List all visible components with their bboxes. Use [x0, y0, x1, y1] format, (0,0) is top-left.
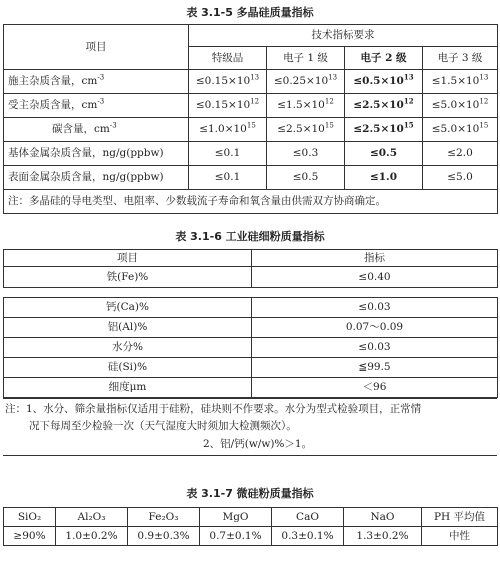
row-value: ≤0.03 — [252, 338, 498, 358]
table-row — [4, 358, 498, 378]
cell: $\le 1.0\times 10^{15}$ — [189, 118, 267, 142]
table1-header-item: 项目 — [4, 25, 189, 70]
table-row — [4, 378, 498, 398]
header-cell: CaO — [272, 508, 344, 527]
grade-e3: 电子 3 级 — [423, 47, 498, 70]
table2-header-item: 项目 — [4, 250, 252, 267]
row-value: 0.07～0.09 — [252, 318, 498, 338]
grade-e2: 电子 2 级 — [345, 47, 423, 70]
cell: $\le 1.5\times 10^{13}$ — [423, 70, 498, 94]
row-item: 细度μm — [4, 378, 252, 398]
header-cell: Fe₂O₃ — [128, 508, 200, 527]
cell: ≤0.5 — [267, 166, 345, 190]
row-item: 铁(Fe)% — [4, 267, 252, 288]
cell: $\le 2.5\times 10^{15}$ — [345, 118, 423, 142]
table-row — [4, 318, 498, 338]
value-cell: ≥90% — [4, 527, 56, 546]
row-label: 碳含量，$cm^{-3}$ — [4, 118, 189, 142]
note-line: 注：1、水分、筛余量指标仅适用于硅粉，硅块则不作要求。水分为型式检验项目，正常情 — [5, 403, 422, 415]
cell: ≤0.1 — [189, 166, 267, 190]
silicon-powder-table-top — [3, 249, 498, 288]
cell: ≤2.0 — [423, 142, 498, 166]
cell: ≤0.3 — [267, 142, 345, 166]
table-row — [4, 166, 498, 190]
row-label: 表面金属杂质含量，ng/g(ppbw) — [4, 166, 189, 190]
cell: $\le 0.15\times 10^{12}$ — [189, 94, 267, 118]
cell: $\le 5.0\times 10^{15}$ — [423, 118, 498, 142]
header-cell: SiO₂ — [4, 508, 56, 527]
header-cell: MgO — [200, 508, 272, 527]
row-item: 水分% — [4, 338, 252, 358]
table3-caption: 表 3.1-7 微硅粉质量指标 — [186, 487, 314, 500]
row-item: 铝(Al)% — [4, 318, 252, 338]
cell: ≤0.1 — [189, 142, 267, 166]
row-label: 施主杂质含量，$cm^{-3}$ — [4, 70, 189, 94]
table-row — [4, 298, 498, 318]
row-item: 钙(Ca)% — [4, 298, 252, 318]
table-row — [4, 70, 498, 94]
note-line: 况下每周至少检验一次（天气湿度大时须加大检测频次）。 — [29, 420, 297, 432]
cell: $\le 2.5\times 10^{12}$ — [345, 94, 423, 118]
row-label: 受主杂质含量，$cm^{-3}$ — [4, 94, 189, 118]
table-row — [4, 142, 498, 166]
row-label: 基体金属杂质含量，ng/g(ppbw) — [4, 142, 189, 166]
value-cell: 0.3±0.1% — [272, 527, 344, 546]
header-cell: PH 平均值 — [422, 508, 498, 527]
row-value: ≤0.40 — [252, 267, 498, 288]
microsilica-quality-table — [3, 507, 498, 546]
table-row — [4, 527, 498, 546]
table1-header-group: 技术指标要求 — [189, 25, 498, 47]
table2-header-value: 指标 — [252, 250, 498, 267]
table-row — [4, 267, 498, 288]
table-row — [4, 338, 498, 358]
grade-e1: 电子 1 级 — [267, 47, 345, 70]
table-row — [4, 94, 498, 118]
table2-caption: 表 3.1-6 工业硅细粉质量指标 — [175, 230, 325, 243]
table1-note: 注：多晶硅的导电类型、电阻率、少数载流子寿命和氧含量由供需双方协商确定。 — [4, 190, 498, 214]
note-line: 2、铝/钙(w/w)%＞1。 — [203, 438, 313, 450]
table1-caption: 表 3.1-5 多晶硅质量指标 — [186, 6, 314, 19]
table-row — [4, 118, 498, 142]
silicon-powder-table-bottom — [3, 297, 498, 398]
grade-special: 特级品 — [189, 47, 267, 70]
row-value: ≤0.03 — [252, 298, 498, 318]
cell: ≤1.0 — [345, 166, 423, 190]
value-cell: 中性 — [422, 527, 498, 546]
cell: ≤5.0 — [423, 166, 498, 190]
header-cell: NaO — [344, 508, 422, 527]
row-item: 硅(Si)% — [4, 358, 252, 378]
value-cell: 0.9±0.3% — [128, 527, 200, 546]
cell: $\le 5.0\times 10^{12}$ — [423, 94, 498, 118]
polysilicon-quality-table — [3, 24, 498, 214]
value-cell: 1.3±0.2% — [344, 527, 422, 546]
cell: $\le 0.5\times 10^{13}$ — [345, 70, 423, 94]
value-cell: 0.7±0.1% — [200, 527, 272, 546]
table2-notes — [3, 398, 497, 456]
row-value: ≦99.5 — [252, 358, 498, 378]
header-cell: Al₂O₃ — [56, 508, 128, 527]
cell: $\le 0.25\times 10^{13}$ — [267, 70, 345, 94]
value-cell: 1.0±0.2% — [56, 527, 128, 546]
row-value: ＜96 — [252, 378, 498, 398]
cell: $\le 0.15\times 10^{13}$ — [189, 70, 267, 94]
cell: $\le 2.5\times 10^{15}$ — [267, 118, 345, 142]
cell: $\le 1.5\times 10^{12}$ — [267, 94, 345, 118]
cell: ≤0.5 — [345, 142, 423, 166]
